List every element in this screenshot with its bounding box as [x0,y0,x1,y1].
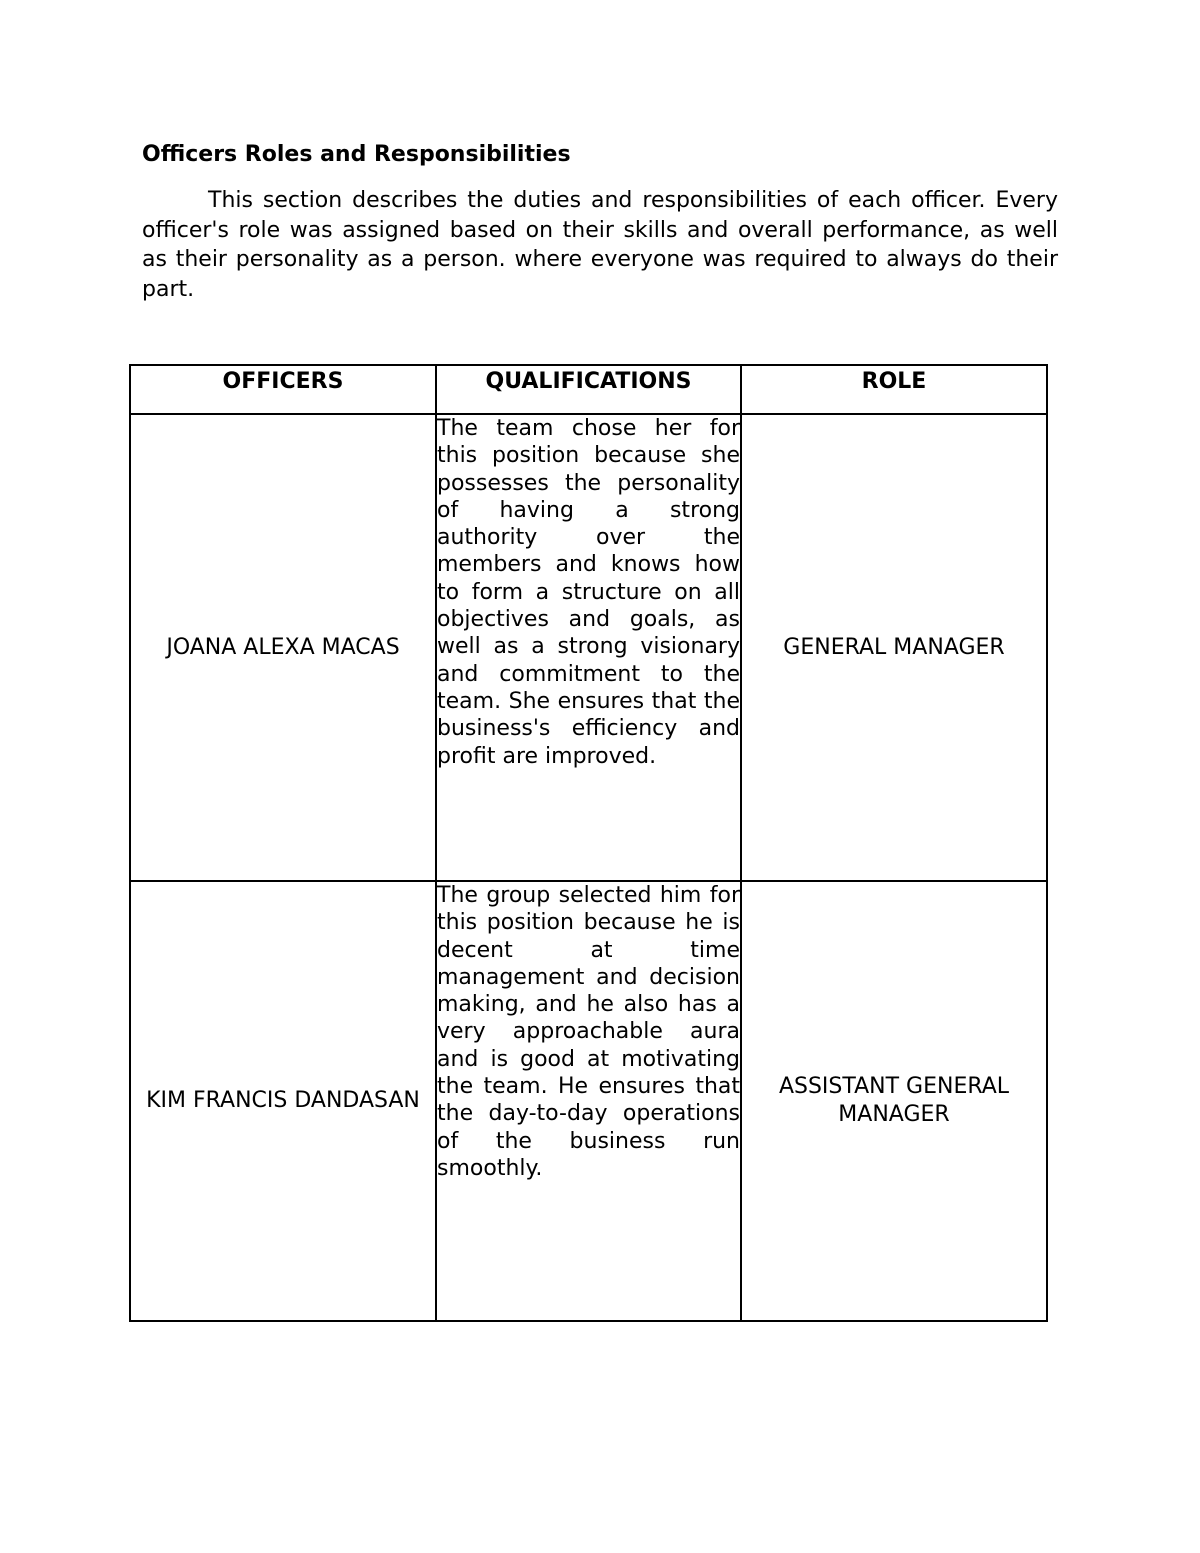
officers-table [129,364,1048,1322]
intro-paragraph: This section describes the duties and responsibilities of each officer. Every officer's role was assigned based on their skills and overall performance, as well as their personality as a person. where everyone was required to always do their part. [142,188,1058,302]
table-row [130,414,1047,881]
table-header-row [130,365,1047,414]
table-row [130,881,1047,1321]
column-header-role: ROLE [741,365,1047,414]
role-cell: GENERAL MANAGER [741,414,1047,881]
role-cell: ASSISTANT GENERAL MANAGER [741,881,1047,1321]
qualification-cell: The team chose her for this position because she possesses the personality of having a strong authority over the members and knows how to form a structure on all objectives and goals, as well as a strong visionary and commitment to the team. She ensures that the business's efficiency and profit are improved. [436,414,741,881]
officer-name-cell: JOANA ALEXA MACAS [130,414,436,881]
column-header-qualifications: QUALIFICATIONS [436,365,741,414]
page-title: Officers Roles and Responsibilities [142,142,571,167]
officer-name-cell: KIM FRANCIS DANDASAN [130,881,436,1321]
column-header-officers: OFFICERS [130,365,436,414]
qualification-cell: The group selected him for this position because he is decent at time management and decision making, and he also has a very approachable aura and is good at motivating the team. He ensures that the day-to-day operations of the business run smoothly. [436,881,741,1321]
